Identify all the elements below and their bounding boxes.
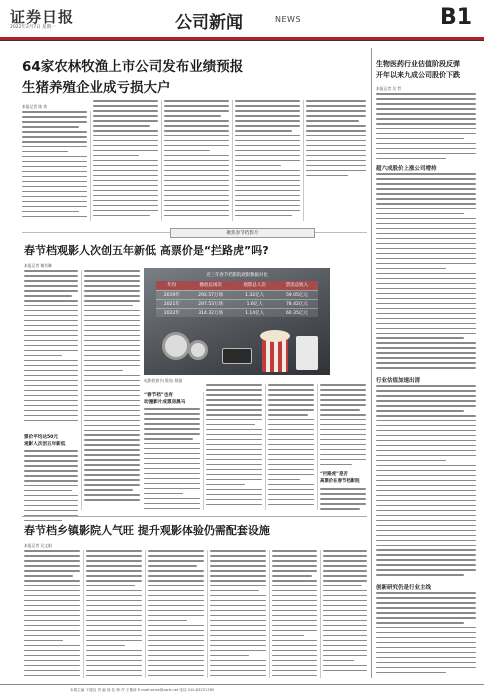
film-reel-icon bbox=[188, 340, 208, 360]
issue-date: 2022年2月7日 星期一 bbox=[10, 25, 56, 30]
sidebar-separator bbox=[371, 48, 372, 678]
lead-headline bbox=[22, 57, 322, 99]
table-cell: 287.53万场 bbox=[188, 299, 234, 308]
box-office-headline: 春节档观影人次创五年新低 高票价是“拦路虎”吗? bbox=[24, 244, 269, 257]
side-body-block1 bbox=[376, 93, 476, 163]
table-cell: 2022年 bbox=[156, 308, 188, 317]
film-reel-icon bbox=[162, 332, 190, 360]
box-office-col2 bbox=[84, 270, 140, 504]
lead-body-col5 bbox=[306, 100, 366, 180]
cinema-col6 bbox=[323, 550, 367, 675]
table-cell: 2019年 bbox=[156, 290, 188, 299]
side-headline bbox=[376, 59, 476, 81]
lead-body-col1 bbox=[22, 111, 87, 221]
cinema-byline: 本报记者 吴文娟 bbox=[24, 543, 52, 548]
side-headline-line1: 生物医药行业估值阶段反弹 bbox=[376, 60, 460, 68]
table-row bbox=[156, 290, 318, 299]
table-cell: 59.05亿元 bbox=[276, 290, 318, 299]
table-header-cell: 观影总人次 bbox=[234, 281, 276, 290]
cup-icon bbox=[296, 336, 318, 370]
side-headline-line2: 开年以来九成公司股价下跌 bbox=[376, 71, 460, 79]
table-cell: 1.14亿人 bbox=[234, 308, 276, 317]
box-office-subhead: 票价平均达50元 观影人次创五年新低 bbox=[24, 435, 66, 447]
table-cell: 292.57万场 bbox=[188, 290, 234, 299]
footer-rule bbox=[0, 684, 484, 685]
box-office-col3 bbox=[144, 408, 200, 513]
box-office-col1 bbox=[24, 270, 78, 425]
box-office-col5 bbox=[268, 384, 314, 509]
topic-banner: 聚焦春节档影片 bbox=[170, 228, 315, 238]
side-subhead-1: 超六成股价上涨公司增持 bbox=[376, 166, 437, 172]
cinema-col1 bbox=[24, 550, 80, 680]
lead-col-separator bbox=[232, 100, 233, 221]
page-footer: 本版主编 于德良 责 编 徐 虹 制 作 王敬涛 E-mail:zmzx@zqrb.net 电话 010-83251785 bbox=[70, 688, 215, 692]
lead-byline: 本报记者 陈 欢 bbox=[22, 104, 48, 109]
table-cell: 1.6亿人 bbox=[234, 299, 276, 308]
box-office-photo bbox=[144, 268, 330, 375]
lead-col-separator bbox=[90, 111, 91, 221]
table-cell: 78.42亿元 bbox=[276, 299, 318, 308]
box-office-byline: 本报记者 谢若琳 bbox=[24, 263, 52, 268]
table-header-cell: 票房总收入 bbox=[276, 281, 318, 290]
photo-caption: 电影院春节(票房) 数据 bbox=[144, 378, 183, 383]
lead-col-separator bbox=[303, 100, 304, 221]
cinema-col5 bbox=[272, 550, 317, 680]
box-office-col6 bbox=[320, 384, 366, 469]
lead-body-col2 bbox=[93, 100, 158, 220]
page-number: B1 bbox=[440, 5, 473, 30]
section-title: 公司新闻 bbox=[175, 13, 243, 33]
lead-col-separator bbox=[161, 100, 162, 221]
table-cell: 1.32亿人 bbox=[234, 290, 276, 299]
table-header-row bbox=[156, 281, 318, 290]
lead-body-col4 bbox=[235, 100, 300, 220]
side-body-block4 bbox=[376, 592, 476, 677]
box-office-col-sep bbox=[265, 384, 266, 510]
clapperboard-icon bbox=[222, 348, 252, 364]
mid-subhead-1: “春节档”也有 动漫影片成票房黑马 bbox=[144, 393, 186, 405]
box-office-table bbox=[156, 281, 318, 317]
newspaper-logo: 证券日报 bbox=[10, 8, 75, 26]
masthead-dark-rule bbox=[0, 40, 484, 41]
cinema-headline: 春节档乡镇影院人气旺 提升观影体验仍需配套设施 bbox=[24, 524, 270, 537]
box-office-col1-cont bbox=[24, 450, 78, 525]
side-subhead-3: 创新研究仍是行业主线 bbox=[376, 585, 432, 591]
cinema-col4 bbox=[210, 550, 266, 680]
table-row bbox=[156, 308, 318, 317]
table-header-cell: 播放总场次 bbox=[188, 281, 234, 290]
table-cell: 314.32万场 bbox=[188, 308, 234, 317]
lead-body-col3 bbox=[164, 100, 229, 220]
mid-subhead-2: “拦路虎”是否 高票价在春节档影院 bbox=[320, 472, 360, 484]
box-office-col6-cont bbox=[320, 488, 366, 513]
box-office-col-sep bbox=[317, 384, 318, 510]
cinema-col-sep bbox=[269, 550, 270, 678]
table-header-cell: 年份 bbox=[156, 281, 188, 290]
table-title: 近三年春节档影院观影数据对比 bbox=[206, 273, 268, 278]
table-cell: 60.35亿元 bbox=[276, 308, 318, 317]
table-row bbox=[156, 299, 318, 308]
cinema-col-sep bbox=[83, 550, 84, 678]
cinema-col-sep bbox=[320, 550, 321, 678]
popcorn-icon bbox=[262, 338, 288, 372]
cinema-col3 bbox=[148, 550, 204, 680]
cinema-col-sep bbox=[145, 550, 146, 678]
side-body-block2 bbox=[376, 173, 476, 372]
box-office-col4 bbox=[206, 384, 262, 509]
popcorn-top-icon bbox=[260, 330, 290, 342]
section-subtitle: NEWS bbox=[275, 15, 302, 24]
cinema-col2 bbox=[86, 550, 142, 680]
table-cell: 2021年 bbox=[156, 299, 188, 308]
section-divider bbox=[22, 516, 367, 517]
lead-headline-line1: 64家农林牧渔上市公司发布业绩预报 bbox=[22, 59, 244, 75]
cinema-col-sep bbox=[207, 550, 208, 678]
side-subhead-2: 行业估值加速出清 bbox=[376, 378, 421, 384]
side-byline: 本报记者 吴 哲 bbox=[376, 86, 402, 91]
box-office-col-sep bbox=[81, 270, 82, 510]
box-office-col-sep bbox=[203, 392, 204, 510]
side-body-block3 bbox=[376, 385, 476, 579]
lead-headline-line2: 生猪养殖企业成亏损大户 bbox=[22, 80, 171, 96]
